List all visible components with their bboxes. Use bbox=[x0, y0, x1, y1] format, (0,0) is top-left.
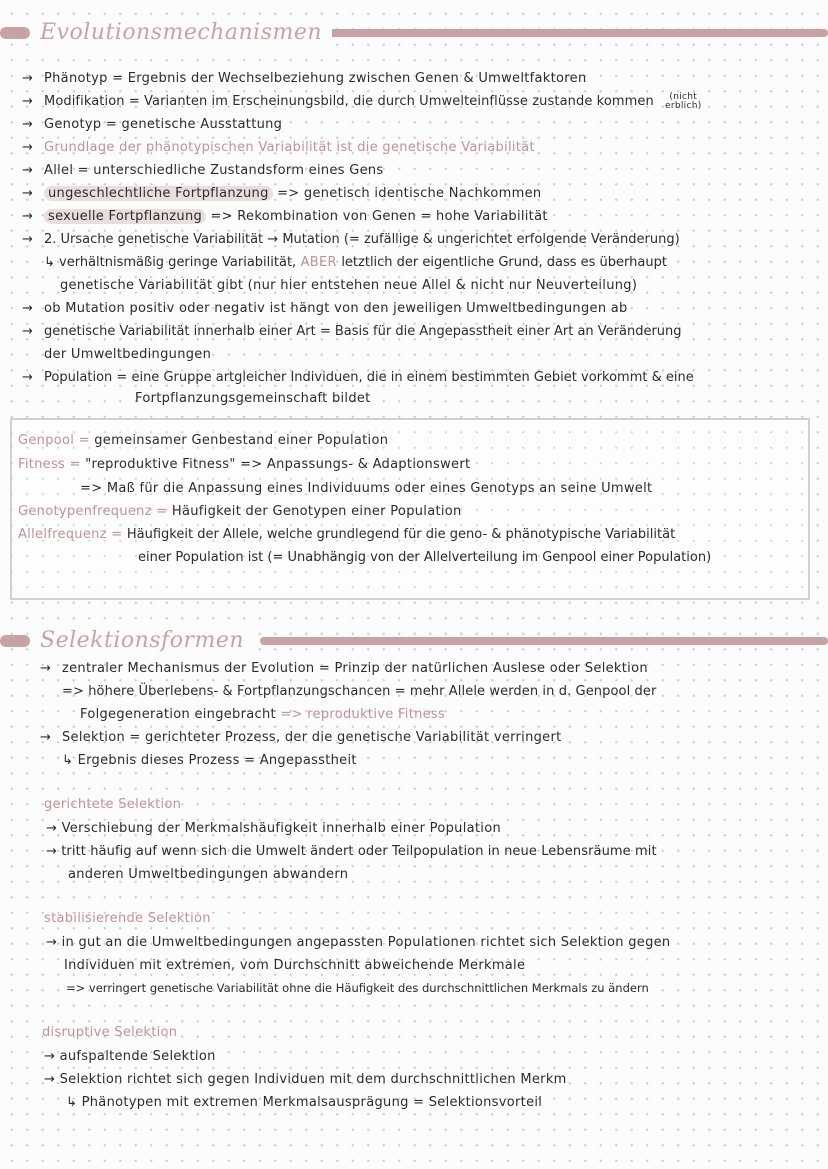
banner-bar bbox=[260, 637, 828, 645]
definition-term: Genotypenfrequenz = bbox=[18, 504, 168, 519]
definition-line: Fitness = "reproduktive Fitness" => Anpassungs- & Adaptionswert bbox=[18, 457, 471, 472]
note-line: → Verschiebung der Merkmalshäufigkeit innerhalb einer Population bbox=[46, 821, 501, 836]
note-line: ↳ Phänotypen mit extremen Merkmalsausprägung = Selektionsvorteil bbox=[66, 1095, 543, 1110]
definition-term: Allelfrequenz = bbox=[18, 527, 123, 542]
note-line: => höhere Überlebens- & Fortpflanzungschancen = mehr Allele werden in d. Genpool der bbox=[62, 684, 657, 699]
note-line: → genetische Variabilität innerhalb einer Art = Basis für die Angepasstheit einer Art an Veränderung bbox=[22, 324, 682, 339]
subsection-heading: stabilisierende Selektion bbox=[44, 911, 211, 926]
definition-line: Genpool = gemeinsamer Genbestand einer Population bbox=[18, 433, 389, 448]
note-line: → in gut an die Umweltbedingungen angepassten Populationen richtet sich Selektion gegen bbox=[46, 935, 671, 950]
note-line: anderen Umweltbedingungen abwandern bbox=[68, 867, 349, 882]
note-line: → Selektion richtet sich gegen Individuen mit dem durchschnittlichen Merkm bbox=[44, 1072, 567, 1087]
definition-term: Genpool = bbox=[18, 433, 90, 448]
note-line: → Modifikation = Varianten im Erscheinungsbild, die durch Umwelteinflüsse zustande kommen (nicht erblich) bbox=[22, 93, 708, 111]
highlight: sexuelle Fortpflanzung bbox=[44, 209, 206, 224]
note-line: → Allel = unterschiedliche Zustandsform eines Gens bbox=[22, 163, 384, 178]
note-line: → sexuelle Fortpflanzung => Rekombination von Genen = hohe Variabilität bbox=[22, 209, 548, 224]
banner-cap bbox=[0, 27, 30, 39]
definition-line: Allelfrequenz = Häufigkeit der Allele, welche grundlegend für die geno- & phänotypische Variabilität bbox=[18, 527, 676, 542]
note-line: Folgegeneration eingebracht => reproduktive Fitness bbox=[80, 707, 446, 722]
note-line: ↳ Ergebnis dieses Prozess = Angepasstheit bbox=[62, 753, 357, 768]
definition-line: Genotypenfrequenz = Häufigkeit der Genotypen einer Population bbox=[18, 504, 462, 519]
note-line: → Population = eine Gruppe artgleicher Individuen, die in einem bestimmten Gebiet vorkommt & eine bbox=[22, 370, 694, 385]
highlight: ungeschlechtliche Fortpflanzung bbox=[44, 186, 273, 201]
note-line: → Phänotyp = Ergebnis der Wechselbeziehung zwischen Genen & Umweltfaktoren bbox=[22, 71, 587, 86]
note-line: → tritt häufig auf wenn sich die Umwelt ändert oder Teilpopulation in neue Lebensräume mit bbox=[46, 844, 657, 859]
section-banner-selektion bbox=[0, 626, 828, 656]
subsection-heading: gerichtete Selektion bbox=[44, 797, 182, 812]
note-line: Fortpflanzungsgemeinschaft bildet bbox=[135, 391, 371, 406]
margin-note: (nicht erblich) bbox=[665, 92, 702, 111]
note-line: der Umweltbedingungen bbox=[44, 347, 212, 362]
note-line: → Selektion = gerichteter Prozess, der die genetische Variabilität verringert bbox=[40, 730, 562, 745]
banner-cap bbox=[0, 635, 30, 647]
note-line: => verringert genetische Variabilität ohne die Häufigkeit des durchschnittlichen Merkmals zu ändern bbox=[66, 981, 649, 995]
definition-term: Fitness = bbox=[18, 457, 81, 472]
note-line: → aufspaltende Selektion bbox=[44, 1049, 216, 1064]
note-line: ↳ verhältnismäßig geringe Variabilität, ABER letztlich der eigentliche Grund, dass es überhaupt bbox=[44, 255, 667, 270]
note-line: → zentraler Mechanismus der Evolution = Prinzip der natürlichen Auslese oder Selektion bbox=[40, 661, 648, 676]
note-line: Individuen mit extremen, vom Durchschnitt abweichende Merkmale bbox=[64, 958, 526, 973]
definition-line: => Maß für die Anpassung eines Individuums oder eines Genotyps an seine Umwelt bbox=[80, 481, 653, 496]
section-title-evolution: Evolutionsmechanismen bbox=[30, 18, 332, 48]
definition-line: einer Population ist (= Unabhängig von der Allelverteilung im Genpool einer Population) bbox=[138, 550, 712, 565]
subsection-heading: disruptive Selektion bbox=[42, 1025, 178, 1040]
note-line: → ob Mutation positiv oder negativ ist hängt von den jeweiligen Umweltbedingungen ab bbox=[22, 301, 628, 316]
section-banner-evolution bbox=[0, 18, 828, 48]
note-line: → Genotyp = genetische Ausstattung bbox=[22, 117, 283, 132]
banner-bar bbox=[300, 29, 828, 37]
note-line: genetische Variabilität gibt (nur hier entstehen neue Allel & nicht nur Neuverteilung) bbox=[60, 278, 638, 293]
note-line: → 2. Ursache genetische Variabilität → Mutation (= zufällige & ungerichtet erfolgende Veränderung) bbox=[22, 232, 680, 247]
note-line: → ungeschlechtliche Fortpflanzung => genetisch identische Nachkommen bbox=[22, 186, 542, 201]
note-line: → Grundlage der phänotypischen Variabilität ist die genetische Variabilität bbox=[22, 140, 535, 155]
section-title-selektion: Selektionsformen bbox=[30, 626, 254, 656]
